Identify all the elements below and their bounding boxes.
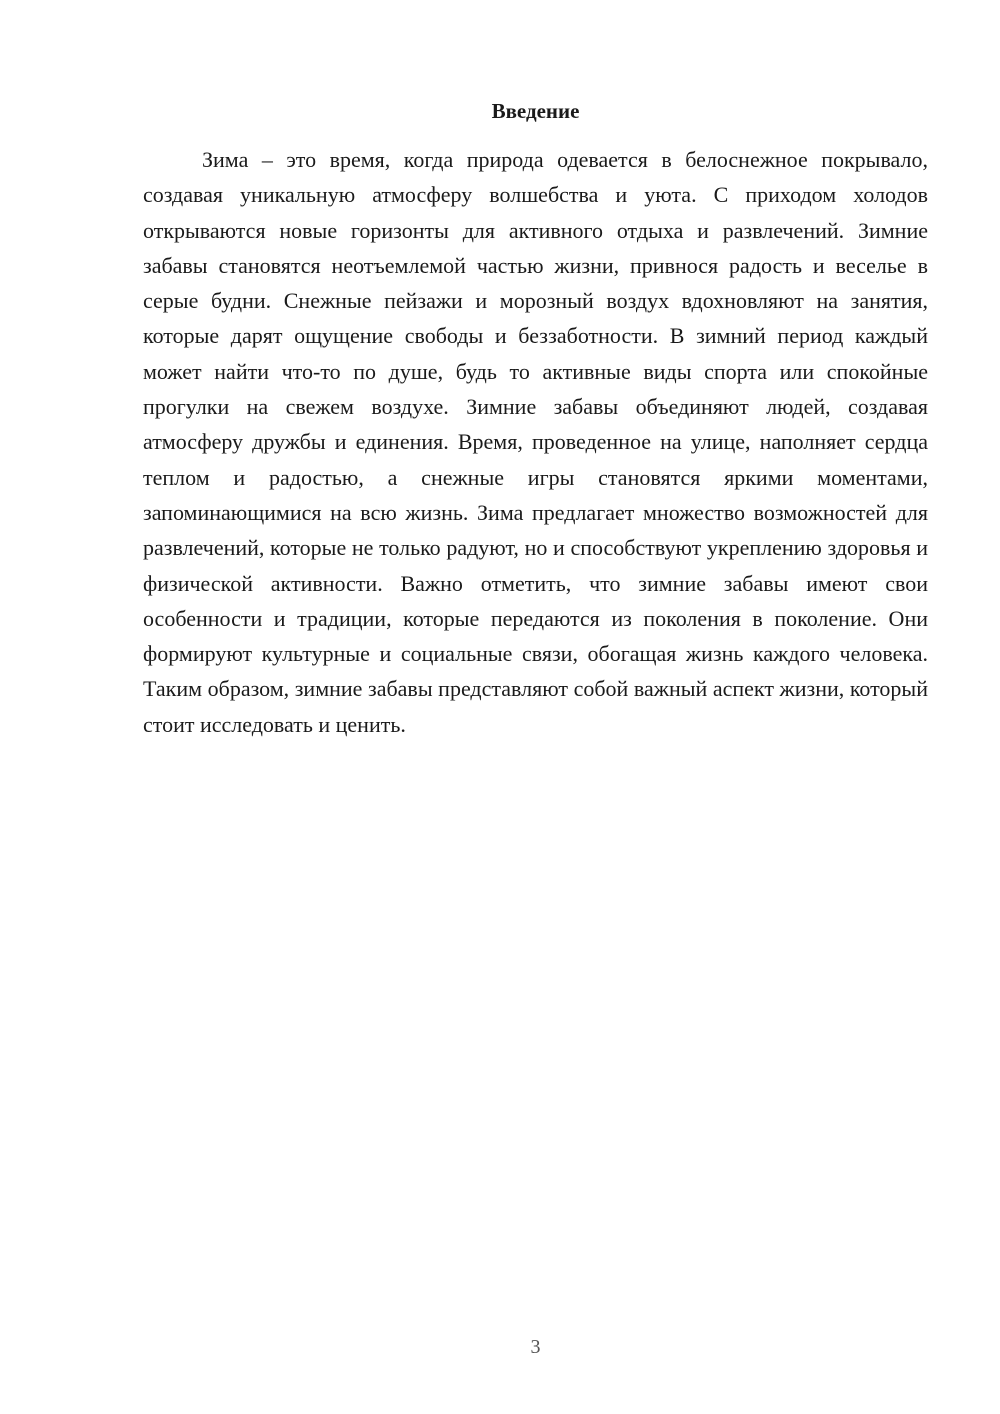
page-number: 3 [530, 1336, 541, 1358]
page-title: Введение [491, 99, 580, 123]
body-paragraph: Зима – это время, когда природа одевается в белоснежное покрывало, создавая уникальную атмосферу волшебства и уюта. С приходом холодов открываются новые горизонты для активного отдыха и развлечений. Зимние забавы становятся неотъемлемой частью жизни, привнося радость и веселье в серые будни. Снежные пейзажи и морозный воздух вдохновляют на занятия, которые дарят ощущение свободы и беззаботности. В зимний период каждый может найти что-то по душе, будь то активные виды спорта или спокойные прогулки на свежем воздухе. Зимние забавы объединяют людей, создавая атмосферу дружбы и единения. Время, проведенное на улице, наполняет сердца теплом и радостью, а снежные игры становятся яркими моментами, запоминающимися на всю жизнь. Зима предлагает множество возможностей для развлечений, которые не только радуют, но и способствуют укреплению здоровья и физической активности. Важно отметить, что зимние забавы имеют свои особенности и традиции, которые передаются из поколения в поколение. Они формируют культурные и социальные связи, обогащая жизнь каждого человека. Таким образом, зимние забавы представляют собой важный аспект жизни, который стоит исследовать и ценить. [143, 147, 928, 737]
